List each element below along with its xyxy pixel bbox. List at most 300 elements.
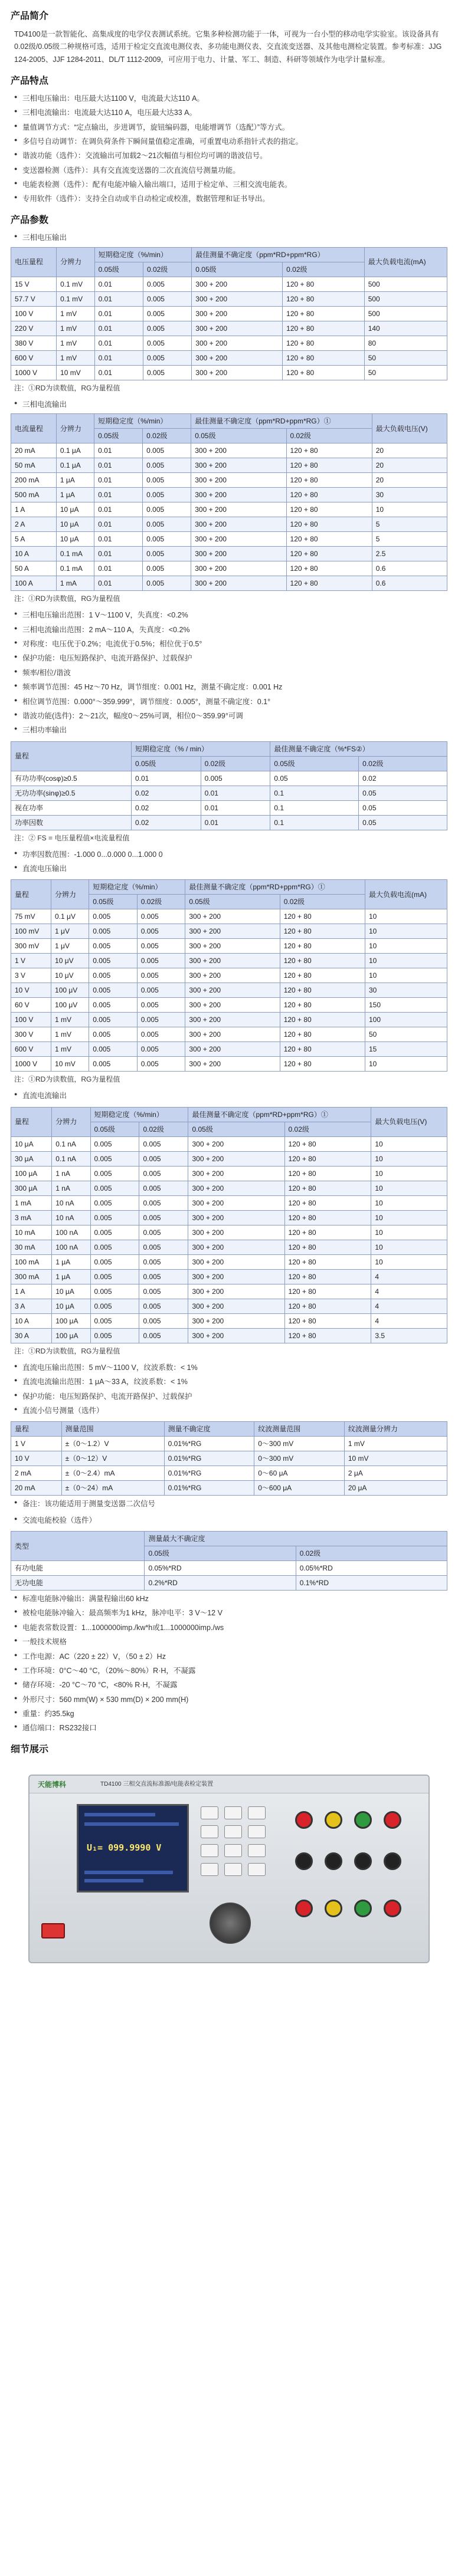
table-cell: 120 + 80 xyxy=(284,1151,371,1166)
table-cell: 3 mA xyxy=(11,1210,52,1225)
key-button[interactable] xyxy=(201,1825,218,1838)
table-subheader: 0.02级 xyxy=(296,1546,447,1561)
table-cell: 10 nA xyxy=(52,1195,90,1210)
table-row xyxy=(11,1027,447,1042)
spec-item: ● 直流电压输出范围：5 mV～1100 V，纹波系数：< 1% xyxy=(14,1362,447,1374)
table-subheader: 0.02级 xyxy=(201,756,270,771)
table-header: 最佳测量不确定度（ppm*RD+ppm*RG）① xyxy=(191,414,372,429)
spec-item: ● 工作环境：0°C～40 °C，（20%～80%）R·H，不凝露 xyxy=(14,1665,447,1677)
table-cell: 30 μA xyxy=(11,1151,52,1166)
table-row xyxy=(11,1225,447,1240)
table-header: 短期稳定度（%/min） xyxy=(89,880,185,895)
table-subheader: 0.05级 xyxy=(90,1122,139,1136)
table-cell: 0.005 xyxy=(90,1136,139,1151)
model-label: TD4100 三相交直流标准源/电能表检定装置 xyxy=(100,1780,214,1788)
table-cell: 120 + 80 xyxy=(284,1269,371,1284)
table-cell: 0.05 xyxy=(359,815,447,830)
ac-voltage-subhead: ● 三相电压输出 xyxy=(14,232,447,244)
table-cell: 10 μV xyxy=(51,968,89,983)
table-cell: 300 + 200 xyxy=(188,1299,284,1313)
power-table xyxy=(11,741,447,830)
table-subheader: 0.05级 xyxy=(94,429,143,443)
table-cell: 120 + 80 xyxy=(280,1027,365,1042)
table-cell: 100 V xyxy=(11,1013,51,1027)
table-cell: 0.005 xyxy=(137,924,185,939)
table-cell: 10 xyxy=(365,968,447,983)
table-row xyxy=(11,998,447,1013)
table-cell: 10 xyxy=(365,954,447,968)
table-row xyxy=(11,1466,447,1481)
table-cell: 0.005 xyxy=(137,909,185,924)
table-cell: 120 + 80 xyxy=(284,1195,371,1210)
table-cell: 视在功率 xyxy=(11,800,132,815)
table-cell: 0.01 xyxy=(201,815,270,830)
table-cell: 1 A xyxy=(11,502,57,517)
terminal-yellow[interactable] xyxy=(325,1900,342,1917)
table-cell: 0.1 mA xyxy=(56,547,94,561)
table-cell: 300 + 200 xyxy=(192,306,283,321)
table-subheader: 0.05级 xyxy=(270,756,359,771)
feature-item: ● 变送器检测（选件）：具有交直流变送器的二次直流信号测量功能。 xyxy=(14,165,447,176)
table-cell: 10 xyxy=(371,1210,447,1225)
table-row xyxy=(11,1561,447,1576)
table-cell: 0～60 μA xyxy=(254,1466,345,1481)
table-cell: 120 + 80 xyxy=(284,1240,371,1254)
table-cell: 30 mA xyxy=(11,1240,52,1254)
terminal-red[interactable] xyxy=(295,1811,313,1829)
table-header: 短期稳定度（%/min） xyxy=(94,247,192,262)
table-cell: 0～300 mV xyxy=(254,1437,345,1451)
table-cell: 0.005 xyxy=(90,1240,139,1254)
table-cell: 120 + 80 xyxy=(286,576,372,591)
table-cell: 0.005 xyxy=(90,1225,139,1240)
table-header: 量程 xyxy=(11,880,51,909)
table-cell: 300 + 200 xyxy=(191,502,286,517)
table-cell: 0.6 xyxy=(372,576,447,591)
table-cell: 220 V xyxy=(11,321,57,336)
table-cell: 500 xyxy=(364,277,447,291)
table-cell: 500 xyxy=(364,306,447,321)
terminal-black[interactable] xyxy=(384,1852,401,1870)
rotary-encoder-knob[interactable] xyxy=(210,1903,251,1944)
table-cell: 0.005 xyxy=(137,1057,185,1072)
terminal-green[interactable] xyxy=(354,1900,372,1917)
key-button[interactable] xyxy=(201,1806,218,1819)
table-cell: 120 + 80 xyxy=(284,1136,371,1151)
table-cell: 1000 V xyxy=(11,1057,51,1072)
table-cell: 0.005 xyxy=(90,1299,139,1313)
table-cell: 100 V xyxy=(11,306,57,321)
table-cell: 0.005 xyxy=(143,517,191,532)
table-cell: 120 + 80 xyxy=(280,954,365,968)
table-cell: 100 nA xyxy=(52,1225,90,1240)
ac-voltage-note: 注：①RD为读数值，RG为量程值 xyxy=(14,383,120,392)
table-cell: 300 + 200 xyxy=(191,547,286,561)
spec-item: ● 保护功能：电压短路保护、电流开路保护、过载保护 xyxy=(14,653,447,664)
terminal-green[interactable] xyxy=(354,1811,372,1829)
table-cell: 100 mA xyxy=(11,1254,52,1269)
table-cell: 1 nA xyxy=(52,1181,90,1195)
table-cell: 120 + 80 xyxy=(286,532,372,547)
table-cell: 10 nA xyxy=(52,1210,90,1225)
table-subheader: 0.05级 xyxy=(145,1546,296,1561)
feature-item: ● 量值调节方式：“定点输出，步进调节，旋钮编码器，电能增调节（选配）”等方式。 xyxy=(14,122,447,133)
table-cell: 0.005 xyxy=(139,1195,188,1210)
table-header: 分辨力 xyxy=(51,880,89,909)
table-cell: 0.05 xyxy=(359,786,447,800)
table-subheader: 0.05级 xyxy=(192,262,283,277)
table-cell: 120 + 80 xyxy=(280,998,365,1013)
table-cell: 300 + 200 xyxy=(191,517,286,532)
table-cell: 0.005 xyxy=(139,1181,188,1195)
table-cell: 300 + 200 xyxy=(191,576,286,591)
table-cell: 0.05%*RD xyxy=(296,1561,447,1576)
table-cell: 10 μA xyxy=(11,1136,52,1151)
table-cell: 100 μV xyxy=(51,983,89,998)
table-cell: 0.005 xyxy=(139,1166,188,1181)
table-row xyxy=(11,924,447,939)
table-header: 短期稳定度（%/min） xyxy=(94,414,191,429)
spec-item: ● 储存环境：-20 °C～70 °C，<80% R·H，不凝露 xyxy=(14,1680,447,1691)
table-cell: 120 + 80 xyxy=(284,1284,371,1299)
table-row xyxy=(11,517,447,532)
table-cell: 0.005 xyxy=(201,771,270,786)
table-cell: 0.02 xyxy=(131,786,201,800)
table-cell: 10 xyxy=(365,909,447,924)
spec-item: ● 相位调节范围：0.000°～359.999°，调节细度：0.005°，测量不确定度：0.1° xyxy=(14,696,447,708)
specs-list-3 xyxy=(14,1090,447,1102)
table-row xyxy=(11,1057,447,1072)
table-subheader: 0.02级 xyxy=(139,1122,188,1136)
terminal-black[interactable] xyxy=(295,1852,313,1870)
table-cell: 1 μV xyxy=(51,924,89,939)
table-cell: 300 + 200 xyxy=(188,1313,284,1328)
table-cell: 0.005 xyxy=(89,1042,138,1057)
power-switch[interactable] xyxy=(41,1923,65,1938)
terminal-yellow[interactable] xyxy=(325,1811,342,1829)
table-header: 最佳测量不确定度（%*FS②） xyxy=(270,741,447,756)
table-cell: 1 mA xyxy=(56,576,94,591)
table-cell: 300 + 200 xyxy=(188,1210,284,1225)
table-cell: 120 + 80 xyxy=(283,306,365,321)
key-button[interactable] xyxy=(224,1863,242,1876)
table-cell: 50 xyxy=(365,1027,447,1042)
table-row xyxy=(11,561,447,576)
brand-logo: 天能博科 xyxy=(38,1780,67,1789)
table-cell: 10 xyxy=(371,1151,447,1166)
table-cell: 0.01 xyxy=(131,771,201,786)
spec-item: ● 直流电流输出范围：1 μA～33 A，纹波系数：< 1% xyxy=(14,1376,447,1388)
table-cell: 0.005 xyxy=(139,1136,188,1151)
table-row xyxy=(11,1576,447,1591)
table-header: 分辨力 xyxy=(52,1107,90,1136)
table-cell: 10 V xyxy=(11,1451,62,1466)
table-cell: 0.005 xyxy=(137,998,185,1013)
feature-item: ● 谐波功能（选件）：交流输出可加载2～21次幅值与相位均可调的谐波信号。 xyxy=(14,150,447,162)
ac-voltage-table xyxy=(11,247,447,380)
table-cell: 120 + 80 xyxy=(283,291,365,306)
table-header: 短期稳定度（% / min） xyxy=(131,741,270,756)
table-row xyxy=(11,1313,447,1328)
table-row xyxy=(11,532,447,547)
feature-item: ● 专用软件（选件）：支持全自动或半自动检定或校准，数据管理和证书导出。 xyxy=(14,193,447,205)
table-cell: 0.1 xyxy=(270,786,359,800)
table-header: 最佳测量不确定度（ppm*RD+ppm*RG）① xyxy=(185,880,365,895)
screen-readout: U₁= 099.9990 V xyxy=(87,1842,162,1853)
spec-item: ● 标准电能脉冲输出：满量程输出60 kHz xyxy=(14,1593,447,1605)
table-cell: 0.05%*RD xyxy=(145,1561,296,1576)
table-row xyxy=(11,1013,447,1027)
device-photo xyxy=(11,1763,447,1975)
table-cell: 300 V xyxy=(11,1027,51,1042)
table-cell: 0.01 xyxy=(94,502,143,517)
key-button[interactable] xyxy=(201,1844,218,1857)
table-row xyxy=(11,771,447,786)
table-cell: 5 xyxy=(372,517,447,532)
table-row xyxy=(11,1136,447,1151)
table-row xyxy=(11,1042,447,1057)
table-cell: 0.01 xyxy=(94,350,143,365)
key-button[interactable] xyxy=(248,1806,266,1819)
table-cell: 120 + 80 xyxy=(286,488,372,502)
table-cell: 3 V xyxy=(11,968,51,983)
table-cell: 300 + 200 xyxy=(185,998,280,1013)
table-subheader: 0.02级 xyxy=(284,1122,371,1136)
table-header: 最佳测量不确定度（ppm*RD+ppm*RG）① xyxy=(188,1107,371,1122)
table-cell: 600 V xyxy=(11,350,57,365)
table-cell: 300 + 200 xyxy=(191,561,286,576)
table-cell: 300 mA xyxy=(11,1269,52,1284)
table-row xyxy=(11,336,447,350)
table-cell: 0.005 xyxy=(89,939,138,954)
table-cell: 0.05 xyxy=(270,771,359,786)
table-cell: 300 + 200 xyxy=(188,1136,284,1151)
table-cell: 0.005 xyxy=(139,1299,188,1313)
table-cell: 0.005 xyxy=(90,1284,139,1299)
table-header: 最大负载电压(V) xyxy=(372,414,447,443)
spec-item: ● 直流小信号测量（选件） xyxy=(14,1405,447,1417)
table-cell: 120 + 80 xyxy=(284,1313,371,1328)
table-cell: 120 + 80 xyxy=(286,502,372,517)
table-cell: 1 μA xyxy=(56,473,94,488)
table-cell: 0.01%*RG xyxy=(164,1451,254,1466)
table-cell: 0.005 xyxy=(90,1210,139,1225)
table-cell: 0.1 μV xyxy=(51,909,89,924)
table-cell: 0.005 xyxy=(139,1240,188,1254)
table-cell: 120 + 80 xyxy=(283,336,365,350)
spec-item: ● 重量：约35.5kg xyxy=(14,1708,447,1720)
key-button[interactable] xyxy=(224,1825,242,1838)
table-cell: 0.005 xyxy=(143,306,191,321)
table-subheader: 0.05级 xyxy=(94,262,143,277)
table-cell: 100 μA xyxy=(11,1166,52,1181)
table-cell: 300 + 200 xyxy=(191,443,286,458)
table-cell: 300 + 200 xyxy=(191,532,286,547)
key-button[interactable] xyxy=(201,1863,218,1876)
table-cell: 0.01 xyxy=(201,800,270,815)
table-row xyxy=(11,306,447,321)
table-header: 量程 xyxy=(11,1107,52,1136)
table-cell: 300 + 200 xyxy=(192,291,283,306)
table-cell: 300 + 200 xyxy=(185,924,280,939)
table-cell: 10 μV xyxy=(51,954,89,968)
table-cell: 0.005 xyxy=(90,1254,139,1269)
table-cell: 30 xyxy=(365,983,447,998)
table-cell: 140 xyxy=(364,321,447,336)
table-subheader: 0.02级 xyxy=(143,429,191,443)
table-cell: 300 + 200 xyxy=(188,1240,284,1254)
key-button[interactable] xyxy=(248,1863,266,1876)
table-cell: 0.005 xyxy=(143,532,191,547)
table-cell: 10 mV xyxy=(57,365,94,380)
key-button[interactable] xyxy=(224,1844,242,1857)
terminal-black[interactable] xyxy=(354,1852,372,1870)
terminal-red[interactable] xyxy=(384,1811,401,1829)
terminal-red[interactable] xyxy=(295,1900,313,1917)
table-cell: ±（0～2.4）mA xyxy=(61,1466,164,1481)
spec-item: ● 直流电压输出 xyxy=(14,863,447,875)
table-cell: 120 + 80 xyxy=(286,458,372,473)
table-cell: 0.005 xyxy=(143,321,191,336)
table-cell: 2 mA xyxy=(11,1466,62,1481)
table-subheader: 0.05级 xyxy=(89,895,138,909)
small-signal-note-list xyxy=(14,1499,447,1510)
table-cell: ±（0～12）V xyxy=(61,1451,164,1466)
table-cell: 1 mV xyxy=(344,1437,447,1451)
table-cell: 0.2%*RD xyxy=(145,1576,296,1591)
table-cell: 10 xyxy=(365,1057,447,1072)
table-row xyxy=(11,968,447,983)
table-cell: 功率因数 xyxy=(11,815,132,830)
table-cell: 0.02 xyxy=(359,771,447,786)
table-cell: 0.005 xyxy=(89,1057,138,1072)
table-cell: 0.005 xyxy=(139,1313,188,1328)
table-cell: 600 V xyxy=(11,1042,51,1057)
table-header: 测量不确定度 xyxy=(164,1422,254,1437)
table-cell: 0.005 xyxy=(139,1254,188,1269)
table-cell: 300 + 200 xyxy=(188,1166,284,1181)
table-header: 分辨力 xyxy=(57,247,94,277)
table-cell: 0.1 μA xyxy=(56,458,94,473)
table-cell: 120 + 80 xyxy=(283,321,365,336)
table-cell: 300 + 200 xyxy=(188,1254,284,1269)
table-cell: 1 mV xyxy=(57,350,94,365)
table-cell: 10 xyxy=(371,1254,447,1269)
table-cell: 0.01 xyxy=(94,336,143,350)
table-cell: 1 mV xyxy=(51,1042,89,1057)
table-cell: 0.005 xyxy=(143,336,191,350)
table-cell: 300 + 200 xyxy=(185,1027,280,1042)
table-cell: 0.01 xyxy=(94,488,143,502)
table-cell: 0.01%*RG xyxy=(164,1466,254,1481)
table-cell: 0.005 xyxy=(90,1151,139,1166)
table-cell: 0.005 xyxy=(143,473,191,488)
table-cell: 15 V xyxy=(11,277,57,291)
table-cell: 0.01 xyxy=(94,547,143,561)
table-row xyxy=(11,277,447,291)
key-button[interactable] xyxy=(248,1825,266,1838)
terminal-black[interactable] xyxy=(325,1852,342,1870)
table-row xyxy=(11,1481,447,1496)
spec-item: ● 交流电能校验（选件） xyxy=(14,1515,447,1526)
table-cell: 1000 V xyxy=(11,365,57,380)
table-header: 量程 xyxy=(11,1422,62,1437)
table-cell: 100 mV xyxy=(11,924,51,939)
table-cell: 300 + 200 xyxy=(192,277,283,291)
table-cell: 3 A xyxy=(11,1299,52,1313)
table-cell: 3.5 xyxy=(371,1328,447,1343)
table-cell: 1 A xyxy=(11,1284,52,1299)
table-cell: 2.5 xyxy=(372,547,447,561)
table-cell: 20 xyxy=(372,458,447,473)
table-cell: 0.02 xyxy=(131,815,201,830)
table-row xyxy=(11,1151,447,1166)
table-row xyxy=(11,1269,447,1284)
specs-list-5 xyxy=(14,1515,447,1526)
table-cell: 30 xyxy=(372,488,447,502)
table-cell: 0.005 xyxy=(89,909,138,924)
table-cell: 100 nA xyxy=(52,1240,90,1254)
table-cell: 1 μA xyxy=(52,1269,90,1284)
key-button[interactable] xyxy=(224,1806,242,1819)
table-cell: 300 + 200 xyxy=(192,336,283,350)
table-cell: 0.005 xyxy=(89,1027,138,1042)
table-subheader: 0.02级 xyxy=(137,895,185,909)
table-cell: 15 xyxy=(365,1042,447,1057)
key-button[interactable] xyxy=(248,1844,266,1857)
spec-item: ● 功率因数范围：-1.000 0...0.000 0...1.000 0 xyxy=(14,849,447,860)
table-header: 测量范围 xyxy=(61,1422,164,1437)
table-row xyxy=(11,1437,447,1451)
table-cell: 0.05 xyxy=(359,800,447,815)
table-cell: 120 + 80 xyxy=(280,1013,365,1027)
dc-voltage-note: 注：①RD为读数值，RG为量程值 xyxy=(14,1075,120,1084)
dc-current-note: 注：①RD为读数值，RG为量程值 xyxy=(14,1346,120,1355)
table-cell: 10 xyxy=(371,1136,447,1151)
table-cell: 300 + 200 xyxy=(192,350,283,365)
table-cell: 120 + 80 xyxy=(280,968,365,983)
table-row xyxy=(11,1328,447,1343)
table-row xyxy=(11,365,447,380)
table-subheader: 0.05级 xyxy=(191,429,286,443)
table-cell: 20 mA xyxy=(11,443,57,458)
table-cell: 120 + 80 xyxy=(280,924,365,939)
table-subheader: 0.05级 xyxy=(185,895,280,909)
dc-current-table xyxy=(11,1107,447,1343)
table-subheader: 0.05级 xyxy=(188,1122,284,1136)
terminal-red[interactable] xyxy=(384,1900,401,1917)
table-cell: 0.1%*RD xyxy=(296,1576,447,1591)
table-cell: 0.005 xyxy=(139,1225,188,1240)
device-front-panel xyxy=(28,1775,430,1963)
table-header: 类型 xyxy=(11,1532,145,1561)
table-cell: 100 xyxy=(365,1013,447,1027)
table-cell: 0.1 mA xyxy=(56,561,94,576)
table-cell: 2 μA xyxy=(344,1466,447,1481)
table-header: 最大负载电流(mA) xyxy=(364,247,447,277)
table-cell: 有功电能 xyxy=(11,1561,145,1576)
table-cell: 60 V xyxy=(11,998,51,1013)
specs-list-6 xyxy=(14,1593,447,1734)
table-subheader: 0.02级 xyxy=(143,262,191,277)
table-cell: 0.005 xyxy=(143,291,191,306)
table-cell: 5 xyxy=(372,532,447,547)
table-cell: 80 xyxy=(364,336,447,350)
table-cell: 0.01 xyxy=(94,561,143,576)
table-cell: 0.005 xyxy=(143,277,191,291)
spec-item: ● 频率调节范围：45 Hz～70 Hz，调节细度：0.001 Hz，测量不确定度：0.001 Hz xyxy=(14,682,447,693)
table-cell: 0.005 xyxy=(137,954,185,968)
